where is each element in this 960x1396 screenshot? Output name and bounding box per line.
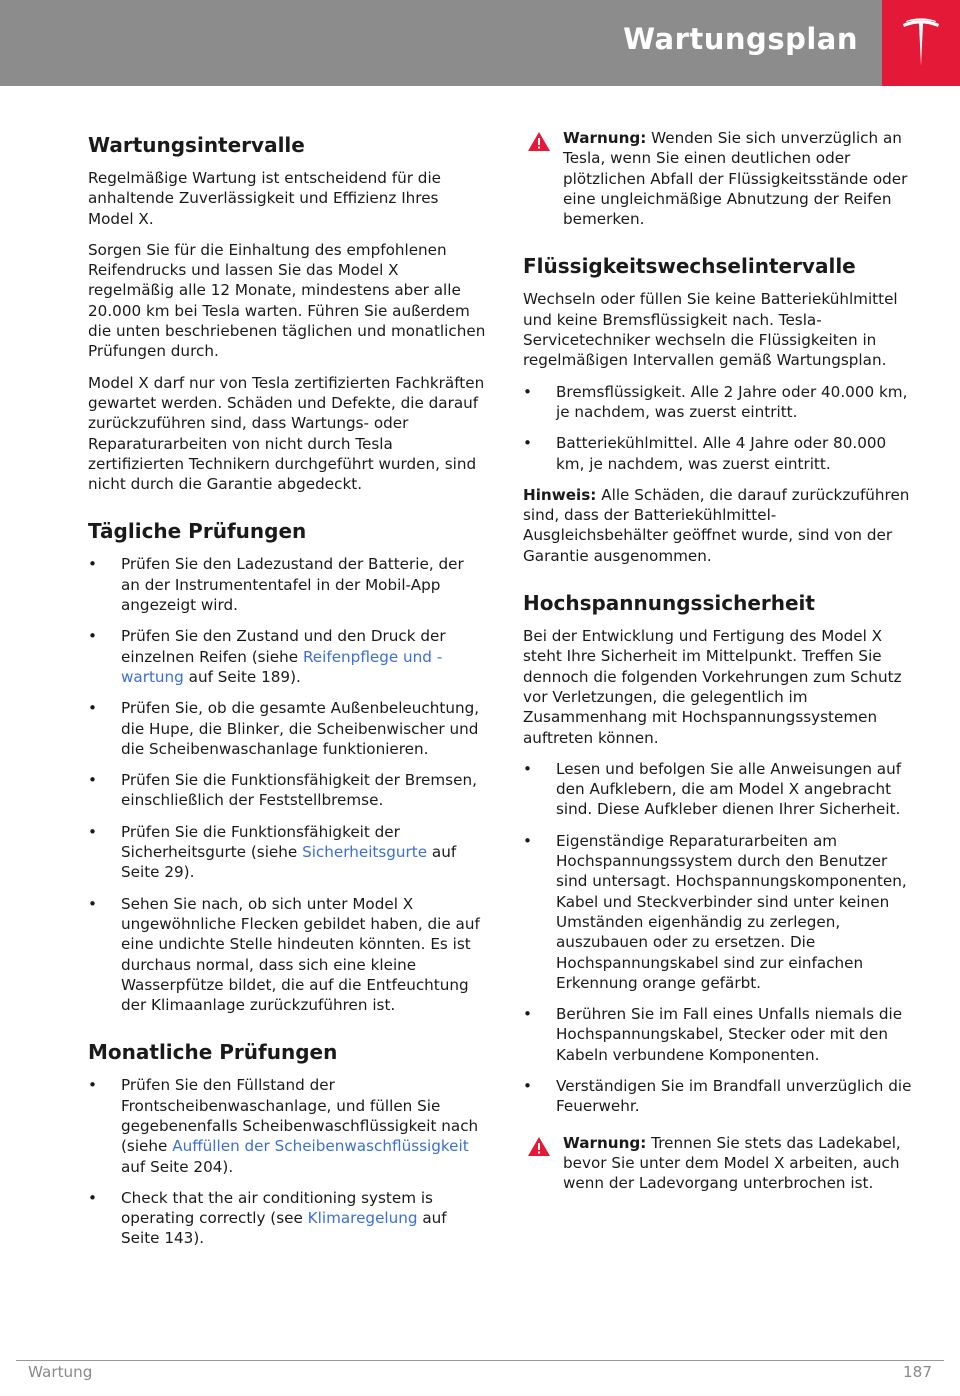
- heading-wartungsintervalle: Wartungsintervalle: [88, 133, 305, 157]
- heading-taegliche-pruefungen: Tägliche Prüfungen: [88, 519, 307, 544]
- note-label: Hinweis:: [523, 485, 597, 504]
- fluid-intervals-list: [523, 382, 917, 474]
- link-klimaregelung[interactable]: Klimaregelung: [307, 1209, 418, 1228]
- bullet-icon: •: [523, 1076, 532, 1095]
- heading-fluessigkeitswechsel: Flüssigkeitswechselintervalle: [523, 254, 856, 279]
- bullet-icon: •: [523, 831, 532, 850]
- paragraph: Regelmäßige Wartung ist entscheidend für die anhaltende Zuverlässigkeit und Effizienz Ihres Model X.: [88, 169, 442, 228]
- list-item: • Lesen und befolgen Sie alle Anweisungen auf den Aufklebern, die am Model X angebracht sind. Diese Aufkleber dienen Ihrer Sicherheit.: [523, 759, 902, 819]
- bullet-icon: •: [88, 699, 97, 718]
- bullet-icon: •: [88, 1188, 97, 1207]
- link-reifenpflege[interactable]: Reifenpflege und -wartung: [121, 647, 443, 686]
- monthly-checks-list: [88, 1075, 486, 1248]
- list-item: • Bremsflüssigkeit. Alle 2 Jahre oder 40.000 km, je nachdem, was zuerst eintritt.: [523, 382, 908, 421]
- list-item: • Eigenständige Reparaturarbeiten am Hochspannungssystem durch den Benutzer sind untersagt. Hochspannungskomponenten, Kabel und Steckverbinder sind unter keinen Umständen eigenhändig zu zerlegen, auszubauen oder zu ersetzen. Die Hochspannungskabel sind zur einfachen Erkennung orange gefärbt.: [523, 831, 907, 992]
- list-item: • Prüfen Sie, ob die gesamte Außenbeleuchtung, die Hupe, die Blinker, die Scheibenwischer und die Scheibenwaschanlage funktionieren.: [88, 699, 480, 758]
- warning-box: Warnung: Trennen Sie stets das Ladekabel, bevor Sie unter dem Model X arbeiten, auch wenn der Ladevorgang unterbrochen ist.: [523, 1133, 917, 1194]
- list-item: • Prüfen Sie den Ladezustand der Batterie, der an der Instrumententafel in der Mobil-App angezeigt wird.: [88, 555, 464, 615]
- tesla-logo-box: [882, 0, 960, 86]
- list-item: • Check that the air conditioning system is operating correctly (see Klimaregelung auf Seite 143).: [88, 1188, 447, 1248]
- list-item: • Prüfen Sie den Füllstand der Frontscheibenwaschanlage, und füllen Sie gegebenenfalls Scheibenwaschflüssigkeit nach (siehe Auffüllen der Scheibenwaschflüssigkeit auf Seite 204).: [88, 1076, 479, 1176]
- warning-icon: [527, 1136, 551, 1157]
- right-column: [523, 128, 917, 1205]
- footer-section: Wartung: [28, 1363, 93, 1381]
- bullet-icon: •: [88, 1076, 97, 1095]
- list-item: • Batteriekühlmittel. Alle 4 Jahre oder 80.000 km, je nachdem, was zuerst eintritt.: [523, 434, 887, 473]
- paragraph: Model X darf nur von Tesla zertifizierten Fachkräften gewartet werden. Schäden und Defekte, die darauf zurückzuführen sind, dass Wartungs- oder Reparaturarbeiten von nicht durch Tesla zertifizierten Technikern durchgeführt wurden, sind nicht durch die Garantie abgedeckt.: [88, 373, 485, 494]
- tesla-logo-icon: [901, 18, 941, 68]
- heading-monatliche-pruefungen: Monatliche Prüfungen: [88, 1040, 338, 1065]
- footer-divider: [16, 1360, 944, 1361]
- bullet-icon: •: [523, 434, 532, 453]
- paragraph: Sorgen Sie für die Einhaltung des empfohlenen Reifendrucks und lassen Sie das Model X regelmäßig alle 12 Monate, mindestens aber alle 20.000 km bei Tesla warten. Führen Sie außerdem die unten beschriebenen täglichen und monatlichen Prüfungen durch.: [88, 240, 486, 361]
- bullet-icon: •: [88, 822, 97, 841]
- page-header: [0, 0, 960, 86]
- page-number: 187: [903, 1363, 932, 1381]
- warning-label: Warnung:: [563, 129, 647, 147]
- link-sicherheitsgurte[interactable]: Sicherheitsgurte: [302, 843, 428, 862]
- warning-icon: [527, 131, 551, 152]
- page-title: Wartungsplan: [623, 22, 858, 56]
- heading-hochspannungssicherheit: Hochspannungssicherheit: [523, 591, 815, 616]
- list-item: • Prüfen Sie den Zustand und den Druck der einzelnen Reifen (siehe Reifenpflege und -wartung auf Seite 189).: [88, 627, 446, 686]
- link-scheibenwaschfluessigkeit[interactable]: Auffüllen der Scheibenwaschflüssigkeit: [172, 1137, 469, 1156]
- note: Hinweis: Alle Schäden, die darauf zurückzuführen sind, dass der Batteriekühlmittel-Ausgleichsbehälter geöffnet wurde, sind von der Garantie ausgenommen.: [523, 485, 910, 565]
- paragraph: Wechseln oder füllen Sie keine Batteriekühlmittel und keine Bremsflüssigkeit nach. Tesla-Servicetechniker wechseln die Flüssigkeiten in regelmäßigen Intervallen gemäß Wartungsplan.: [523, 290, 898, 370]
- warning-box: Warnung: Wenden Sie sich unverzüglich an Tesla, wenn Sie einen deutlichen oder plötzlichen Abfall der Flüssigkeitsstände oder eine ungleichmäßige Abnutzung der Reifen bemerken.: [523, 128, 917, 229]
- bullet-icon: •: [523, 1005, 532, 1024]
- daily-checks-list: [88, 554, 486, 1015]
- warning-label: Warnung:: [563, 1133, 647, 1152]
- left-column: [88, 128, 486, 1260]
- bullet-icon: •: [88, 555, 97, 574]
- bullet-icon: •: [88, 627, 97, 646]
- list-item: • Verständigen Sie im Brandfall unverzüglich die Feuerwehr.: [523, 1076, 912, 1116]
- list-item: • Berühren Sie im Fall eines Unfalls niemals die Hochspannungskabel, Stecker oder mit den Kabeln verbundene Komponenten.: [523, 1005, 903, 1064]
- bullet-icon: •: [523, 382, 532, 401]
- bullet-icon: •: [88, 771, 97, 790]
- paragraph: Bei der Entwicklung und Fertigung des Model X steht Ihre Sicherheit im Mittelpunkt. Treffen Sie dennoch die folgenden Vorkehrungen zum Schutz vor Verletzungen, die gelegentlich im Zusammenhang mit Hochspannungssystemen auftreten können.: [523, 627, 902, 747]
- list-item: • Sehen Sie nach, ob sich unter Model X ungewöhnliche Flecken gebildet haben, die auf eine undichte Stelle hindeuten könnten. Es ist durchaus normal, dass sich eine kleine Wasserpfütze bildet, die auf die Entfeuchtung der Klimaanlage zurückzuführen ist.: [88, 894, 480, 1015]
- high-voltage-list: [523, 759, 917, 1117]
- bullet-icon: •: [523, 759, 532, 778]
- list-item: • Prüfen Sie die Funktionsfähigkeit der Sicherheitsgurte (siehe Sicherheitsgurte auf Seite 29).: [88, 822, 457, 882]
- bullet-icon: •: [88, 894, 97, 913]
- list-item: • Prüfen Sie die Funktionsfähigkeit der Bremsen, einschließlich der Feststellbremse.: [88, 771, 477, 810]
